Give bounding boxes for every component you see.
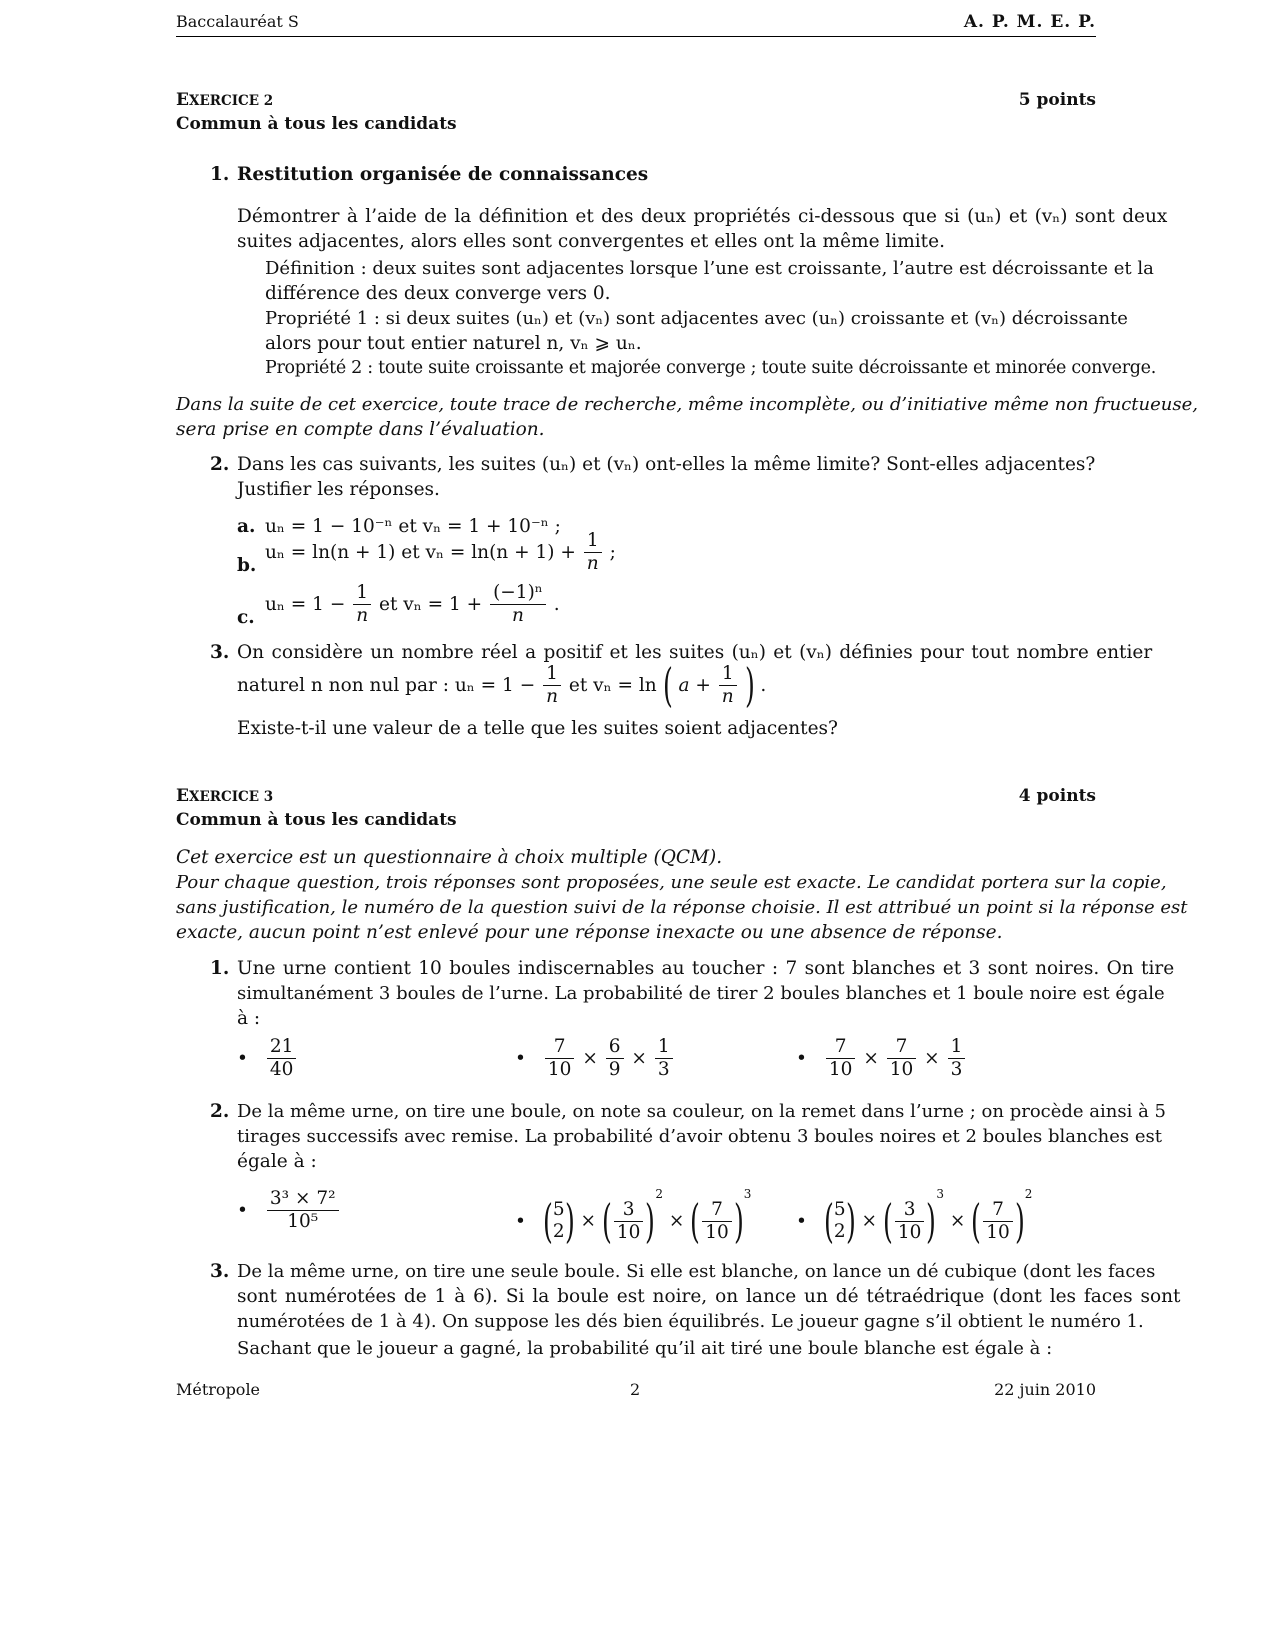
ex2-q1-title: Restitution organisée de connaissances [237,164,649,185]
ex3-q1-text1: Une urne contient 10 boules indiscernables au toucher : 7 sont blanches et 3 sont noires. On tire [237,958,1175,979]
ex3-q2-option-a: • $\frac{\text{3³ × 7²}}{\text{10⁵}}$ [237,1188,341,1233]
frac-1-over-n: $\frac{1}{n}$ [543,663,561,708]
ex2-property-2: Propriété 2 : toute suite croissante et majorée converge ; toute suite décroissante et minorée converge. [265,358,1156,378]
ex2-points: 5 points [1018,90,1096,110]
ex3-q2-text2: tirages successifs avec remise. La probabilité d’avoir obtenu 3 boules noires et 2 boules blanches est [237,1126,1162,1147]
ex3-q2-text3: égale à : [237,1151,317,1172]
ex2-q1-number: 1. [210,164,230,185]
ex3-intro-1: Cet exercice est un questionnaire à choix multiple (QCM). [176,847,723,868]
ex2-property-1b: alors pour tout entier naturel n, vₙ ⩾ uₙ. [265,333,642,354]
ex2-q2c-label: c. [237,607,255,628]
ex3-q2-number: 2. [210,1101,230,1122]
ex2-q2a-text: uₙ = 1 − 10⁻ⁿ et vₙ = 1 + 10⁻ⁿ ; [265,516,561,537]
ex3-q1-text3: à : [237,1008,261,1029]
footer-right: 22 juin 2010 [994,1380,1096,1399]
ex3-intro-3: sans justification, le numéro de la question suivi de la réponse choisie. Il est attribué un point si la réponse est [176,897,1188,918]
ex2-title: EXERCICE 2 [176,90,274,110]
ex3-q3-text2: sont numérotées de 1 à 6). Si la boule est noire, on lance un dé tétraédrique (dont les faces sont [237,1286,1181,1307]
ex2-q2a-label: a. [237,516,256,537]
ex3-q3-text1: De la même urne, on tire une seule boule. Si elle est blanche, on lance un dé cubique (dont les faces [237,1261,1156,1282]
ex2-definition-2: différence des deux converge vers 0. [265,283,611,304]
ex2-q2-number: 2. [210,454,230,475]
frac-1-over-n: $\frac{1}{n}$ [584,530,602,575]
ex3-q2-text1: De la même urne, on tire une boule, on note sa couleur, on la remet dans l’urne ; on procède ainsi à 5 [237,1101,1166,1122]
footer-left: Métropole [176,1380,261,1399]
ex3-q1-option-b: • $\frac{7}{10}$ × $\frac{6}{9}$ × $\frac{1}{3}$ [515,1036,675,1081]
frac-1-over-n: $\frac{1}{n}$ [353,582,371,627]
ex2-q3-number: 3. [210,642,230,663]
page-header [176,12,1096,37]
ex2-property-1a: Propriété 1 : si deux suites (uₙ) et (vₙ) sont adjacentes avec (uₙ) croissante et (vₙ) décroissante [265,308,1128,329]
ex2-q2b-expr: uₙ = ln(n + 1) et vₙ = ln(n + 1) + $\frac{1}{n}$ ; [265,530,616,574]
ex2-q3-text3: Existe-t-il une valeur de a telle que les suites soient adjacentes? [237,718,838,739]
ex3-q3-text3: numérotées de 1 à 4). On suppose les dés bien équilibrés. Le joueur gagne s’il obtient le numéro 1. [237,1311,1144,1332]
ex3-intro-4: exacte, aucun point n’est enlevé pour une réponse inexacte ou une absence de réponse. [176,922,1003,943]
ex2-note-1: Dans la suite de cet exercice, toute trace de recherche, même incomplète, ou d’initiative même non fructueuse, [176,394,1198,415]
ex3-subtitle: Commun à tous les candidats [176,810,457,830]
frac-1-over-n: $\frac{1}{n}$ [719,663,737,708]
ex3-q1-option-c: • $\frac{7}{10}$ × $\frac{7}{10}$ × $\frac{1}{3}$ [796,1036,967,1081]
ex2-definition-1: Définition : deux suites sont adjacentes lorsque l’une est croissante, l’autre est décroissante et la [265,258,1154,279]
ex3-title: EXERCICE 3 [176,786,274,806]
ex2-q3-expr: naturel n non nul par : uₙ = 1 − $\frac{1}{n}$ et vₙ = ln ( a + $\frac{1}{n}$ ) . [237,658,767,712]
ex2-q3-text1: On considère un nombre réel a positif et les suites (uₙ) et (vₙ) définies pour tout nombre entier [237,642,1153,663]
ex2-q2-text2: Justifier les réponses. [237,479,440,500]
ex3-intro-2: Pour chaque question, trois réponses sont proposées, une seule est exacte. Le candidat portera sur la copie, [176,872,1167,893]
footer-page-number: 2 [630,1380,641,1399]
frac-minus1-pow-n-over-n: $\frac{\text{(−1)ⁿ}}{n}$ [490,582,546,627]
ex3-q3-number: 3. [210,1261,230,1282]
ex3-q1-text2: simultanément 3 boules de l’urne. La probabilité de tirer 2 boules blanches et 1 boule noire est égale [237,983,1165,1004]
header-right: A. P. M. E. P. [963,12,1096,32]
ex3-q2-option-c: • ( 5 2 ) × ( $\frac{3}{10}$ )$^3$ × ( $\frac{7}{10}$ )$^2$ [796,1187,1033,1248]
ex2-q1-p1: Démontrer à l’aide de la définition et des deux propriétés ci-dessous que si (uₙ) et (vₙ) sont deux [237,206,1168,227]
ex3-points: 4 points [1018,786,1096,806]
ex2-subtitle: Commun à tous les candidats [176,114,457,134]
ex3-q1-number: 1. [210,958,230,979]
ex2-note-2: sera prise en compte dans l’évaluation. [176,419,545,440]
ex3-q1-option-a: • $\frac{21}{40}$ [237,1036,298,1081]
header-left: Baccalauréat S [176,12,299,31]
ex2-q2c-expr: uₙ = 1 − $\frac{1}{n}$ et vₙ = 1 + $\frac{\text{(−1)ⁿ}}{n}$ . [265,582,560,626]
ex3-q3-text4: Sachant que le joueur a gagné, la probabilité qu’il ait tiré une boule blanche est égale à : [237,1338,1053,1359]
ex2-q2b-label: b. [237,555,257,576]
ex3-q2-option-b: • ( 5 2 ) × ( $\frac{3}{10}$ )$^2$ × ( $\frac{7}{10}$ )$^3$ [515,1187,752,1248]
ex2-q2-text1: Dans les cas suivants, les suites (uₙ) et (vₙ) ont-elles la même limite? Sont-elles adjacentes? [237,454,1096,475]
ex2-q1-p1b: suites adjacentes, alors elles sont convergentes et elles ont la même limite. [237,231,945,252]
